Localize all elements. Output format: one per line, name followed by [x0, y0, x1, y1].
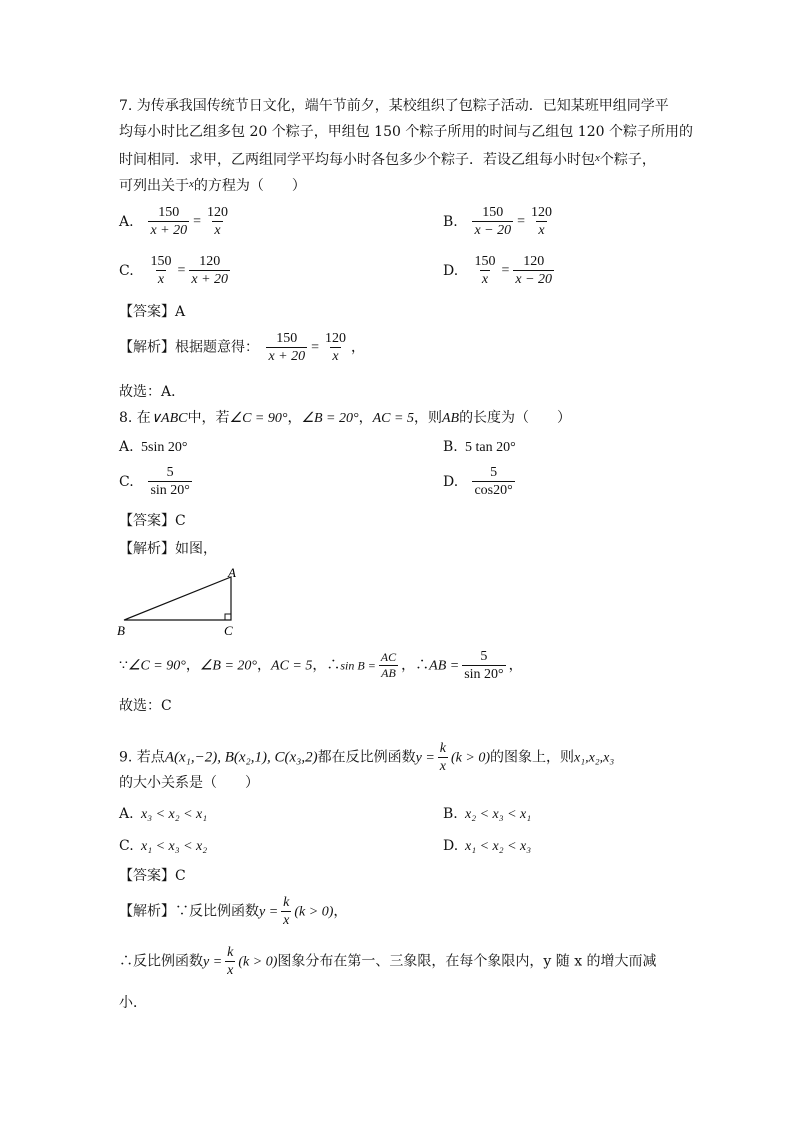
fraction: $\frac{5}{\sin 20^\circ}$	[464, 649, 504, 682]
fraction: $\frac{120}{x}$	[325, 331, 347, 364]
fraction: $\frac{150}{x}$	[474, 254, 496, 287]
q8-solution-step: ∵∠C = 90°，∠B = 20°，AC = 5，∴sin B = $\frac{AC}{AB}$ ，∴AB = $\frac{5}{\sin 20^\circ}$ ，	[119, 649, 523, 682]
fraction: $\frac{k}{x}$	[227, 945, 234, 978]
q7-option-a[interactable]: A. $\frac{150}{x + 20}$ = $\frac{120}{x}$	[119, 205, 229, 238]
q9-option-d[interactable]: D. x₁ < x₂ < x₃	[443, 838, 532, 854]
q7-answer: 【答案】A	[119, 304, 186, 320]
q7-stem-line4: 可列出关于$^x$的方程为（ ）	[119, 178, 306, 194]
q8-analysis: 【解析】如图，	[119, 541, 217, 557]
right-triangle-figure	[112, 565, 252, 640]
q7-option-b[interactable]: B. $\frac{150}{x - 20}$ = $\frac{120}{x}$	[443, 205, 553, 238]
q7-stem-line3: 时间相同．求甲，乙两组同学平均每小时各包多少个粽子．若设乙组每小时包$^x$个粽子，	[119, 152, 656, 168]
q8-answer: 【答案】C	[119, 513, 186, 529]
fraction: $\frac{120}{x}$	[207, 205, 229, 238]
q7-stem-line1: 7. 为传承我国传统节日文化，端午节前夕，某校组织了包粽子活动．已知某班甲组同学平	[119, 98, 669, 114]
q9-answer: 【答案】C	[119, 868, 186, 884]
q8-stem: 8. 在∨ABC中，若∠C = 90°，∠B = 20°，AC = 5，则AB的长度为（ ）	[119, 410, 572, 426]
q9-stem: 9. 若点A(x₁,−2), B(x₂,1), C(x₃,2)都在反比例函数y = $\frac{k}{x}$ (k > 0)的图象上，则x₁,x₂,x₃	[119, 741, 615, 774]
q7-conclusion: 故选：A．	[119, 384, 186, 400]
q9-analysis: 【解析】∵反比例函数y = $\frac{k}{x}$ (k > 0)，	[119, 895, 348, 928]
fraction: $\frac{5}{\cos 20^\circ}$	[474, 465, 513, 498]
vertex-label-a: A	[228, 565, 236, 580]
q7-stem-line2: 均每小时比乙组多包 20 个粽子，甲组包 150 个粽子所用的时间与乙组包 120 个粽子所用的	[119, 124, 693, 140]
fraction: $\frac{150}{x - 20}$	[474, 205, 512, 238]
q9-stem-line2: 的大小关系是（ ）	[119, 775, 259, 791]
fraction: $\frac{150}{x}$	[150, 254, 172, 287]
q9-option-b[interactable]: B. x₂ < x₃ < x₁	[443, 806, 532, 822]
fraction: $\frac{150}{x + 20}$	[150, 205, 188, 238]
right-angle-mark	[225, 614, 231, 620]
q7-analysis: 【解析】根据题意得： $\frac{150}{x + 20}$ = $\frac{120}{x}$ ，	[119, 331, 366, 364]
fraction: $\frac{k}{x}$	[439, 741, 446, 774]
fraction: $\frac{k}{x}$	[283, 895, 290, 928]
q8-option-c[interactable]: C. $\frac{5}{\sin 20^\circ}$	[119, 465, 190, 498]
vertex-label-b: B	[117, 623, 125, 638]
q8-option-b[interactable]: B. 5 tan 20°	[443, 439, 516, 455]
q9-option-c[interactable]: C. x₁ < x₃ < x₂	[119, 838, 208, 854]
fraction: $\frac{120}{x - 20}$	[515, 254, 553, 287]
q8-option-a[interactable]: A. 5sin 20°	[119, 439, 188, 455]
q9-analysis-final-line2: 小．	[119, 995, 147, 1011]
q7-option-d[interactable]: D. $\frac{150}{x}$ = $\frac{120}{x - 20}$	[443, 254, 553, 287]
fraction: $\frac{120}{x}$	[531, 205, 553, 238]
triangle-shape	[124, 577, 231, 620]
q8-option-d[interactable]: D. $\frac{5}{\cos 20^\circ}$	[443, 465, 513, 498]
q7-option-c[interactable]: C. $\frac{150}{x}$ = $\frac{120}{x + 20}$	[119, 254, 229, 287]
q9-analysis-final: ∴反比例函数y = $\frac{k}{x}$ (k > 0)图象分布在第一、三象限，在每个象限内，y 随 x 的增大而减	[119, 945, 657, 978]
fraction: $\frac{120}{x + 20}$	[191, 254, 229, 287]
fraction: $\frac{AC}{AB}$	[380, 650, 397, 680]
fraction: $\frac{150}{x + 20}$	[268, 331, 306, 364]
q9-option-a[interactable]: A. x₃ < x₂ < x₁	[119, 806, 208, 822]
q8-conclusion: 故选：C	[119, 698, 172, 714]
vertex-label-c: C	[224, 623, 233, 638]
fraction: $\frac{5}{\sin 20^\circ}$	[150, 465, 190, 498]
